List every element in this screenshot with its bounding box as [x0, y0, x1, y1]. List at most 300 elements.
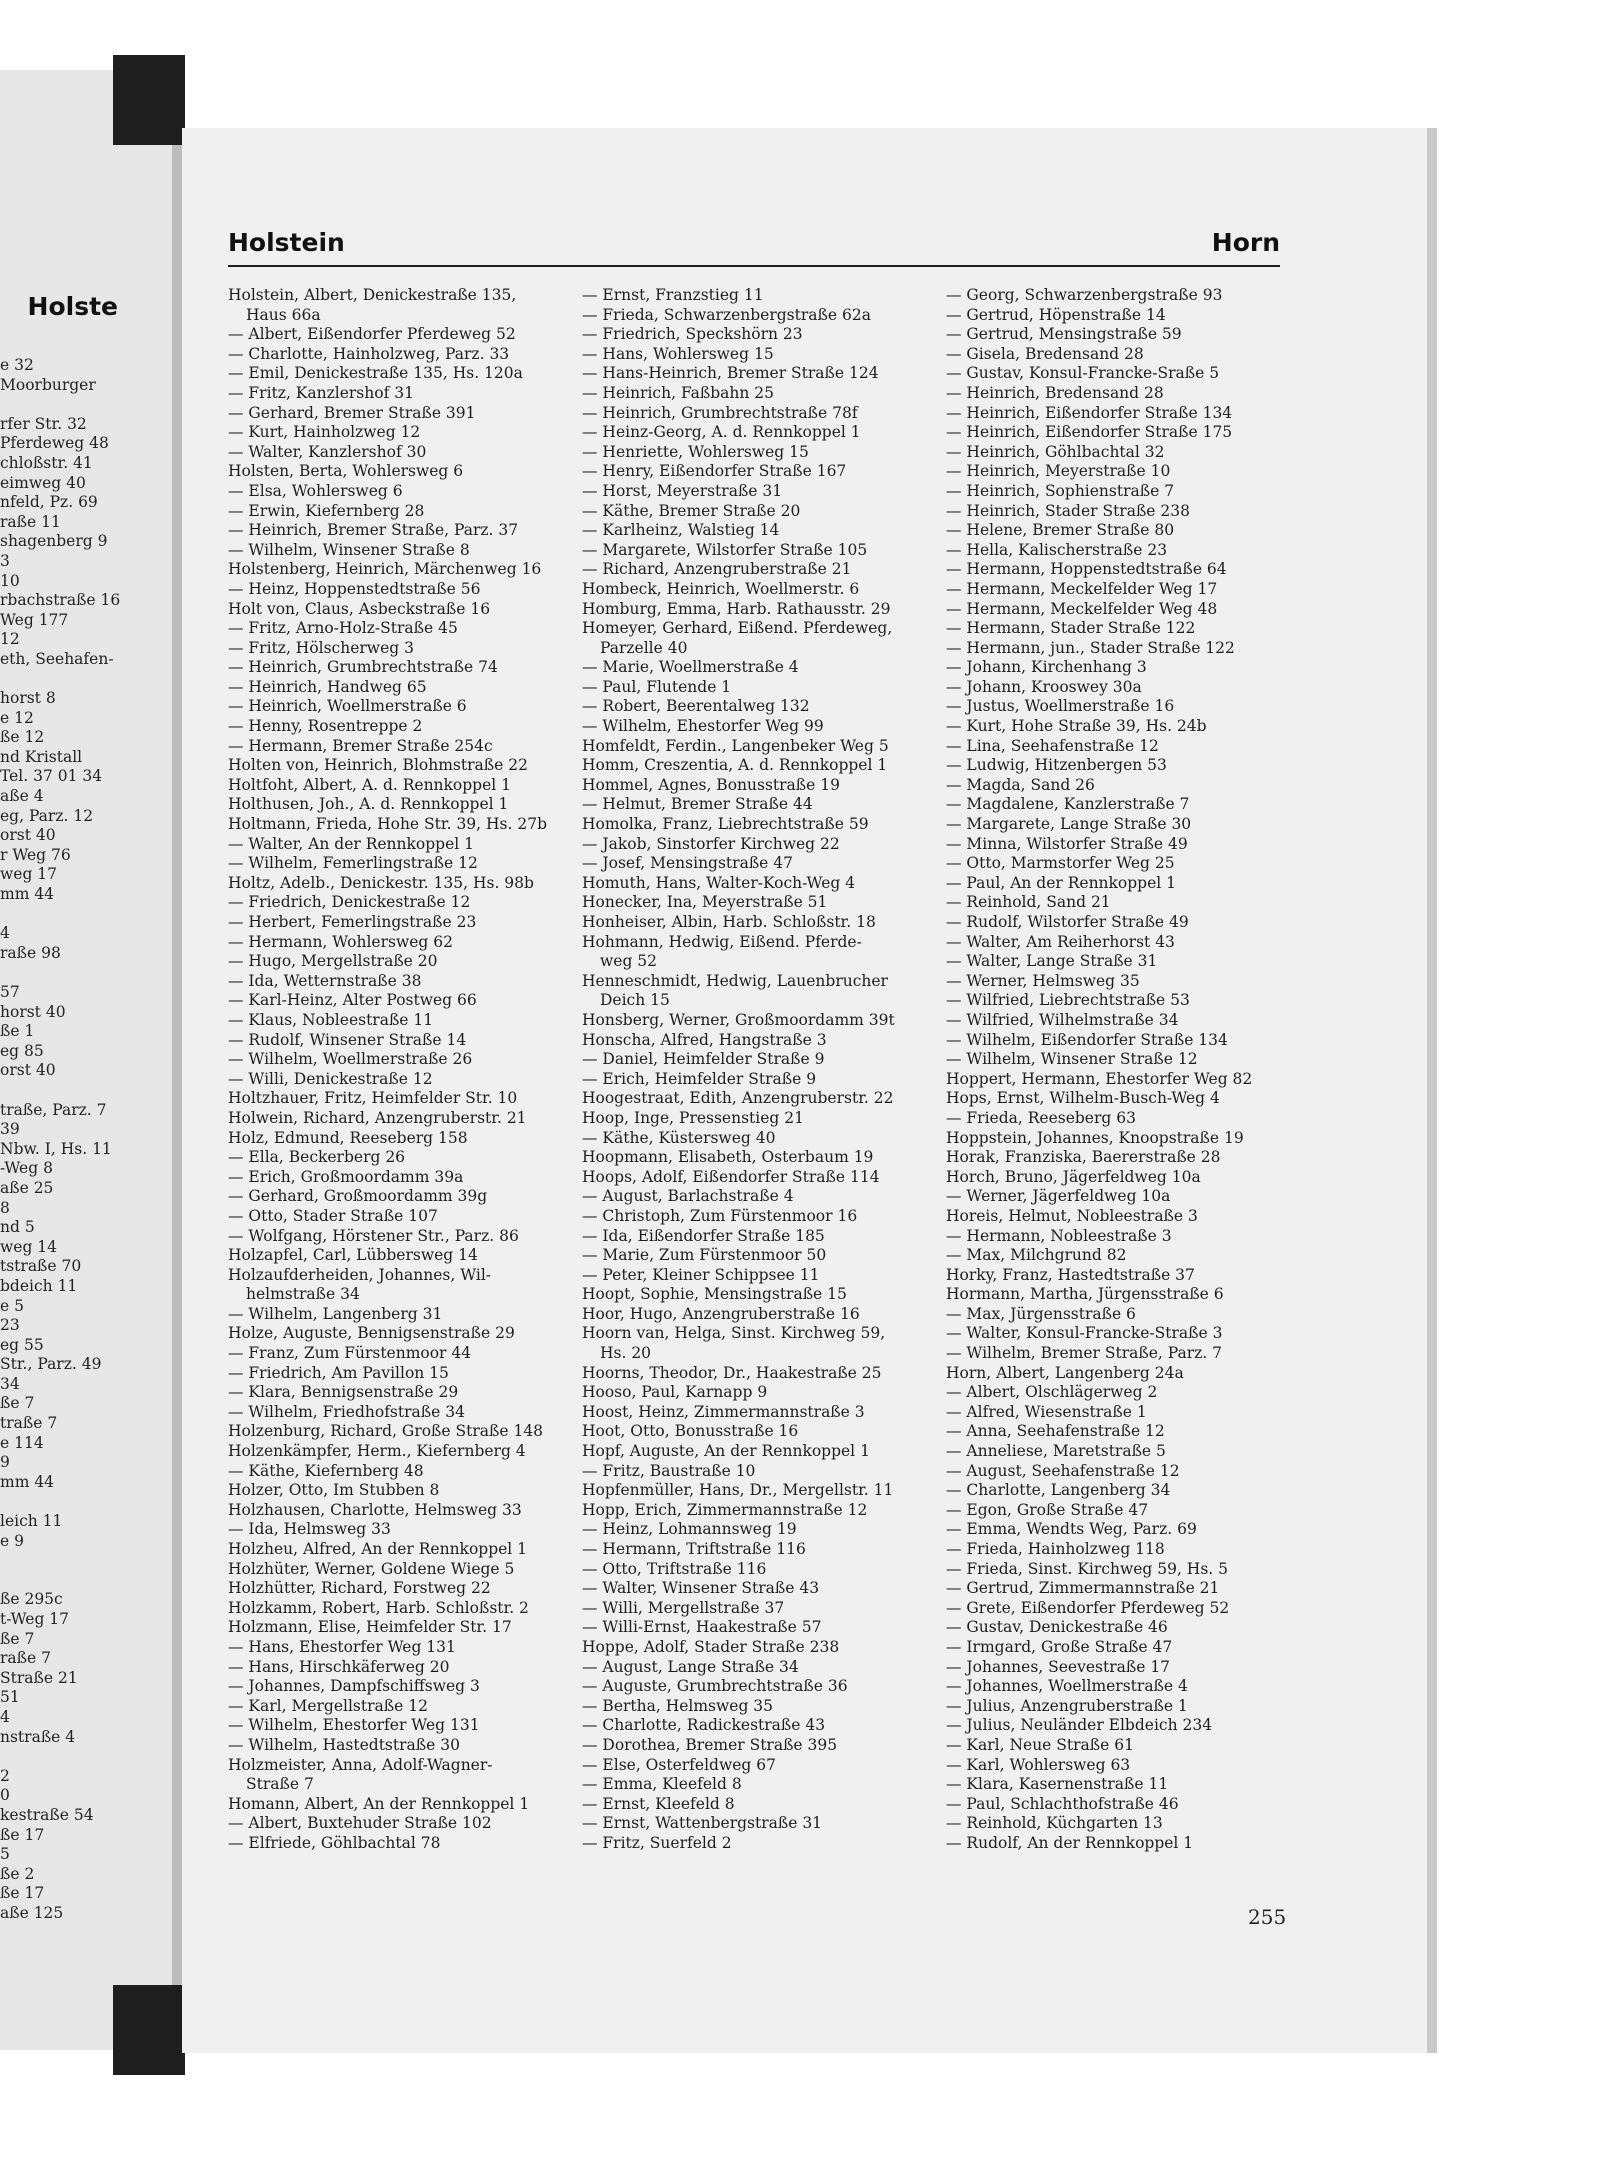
- binding-clip-top: [113, 55, 185, 145]
- left-page-line: 57: [0, 983, 20, 1001]
- directory-entry: — Frieda, Reeseberg 63: [946, 1108, 1136, 1127]
- directory-entry: — Wilhelm, Hastedtstraße 30: [228, 1735, 460, 1754]
- left-page-line: 4: [0, 1707, 10, 1726]
- left-page-line: aße 125: [0, 1903, 64, 1922]
- directory-entry: — Christoph, Zum Fürstenmoor 16: [582, 1206, 858, 1225]
- directory-entry: Hoops, Adolf, Eißendorfer Straße 114: [582, 1167, 880, 1186]
- directory-entry: Holtmann, Frieda, Hohe Str. 39, Hs. 27b: [228, 815, 547, 834]
- directory-entry: — Gertrud, Mensingstraße 59: [946, 325, 1182, 344]
- directory-entry: — Emil, Denickestraße 135, Hs. 120a: [228, 364, 523, 383]
- header-rule: [228, 265, 1280, 267]
- directory-entry: Holzhütter, Richard, Forstweg 22: [228, 1579, 491, 1598]
- directory-entry-continuation: helmstraße 34: [246, 1285, 360, 1304]
- directory-entry: — Henny, Rosentreppe 2: [228, 717, 423, 736]
- directory-entry: — Heinrich, Woellmerstraße 6: [228, 697, 467, 716]
- directory-entry: — Wilhelm, Eißendorfer Straße 134: [946, 1030, 1228, 1049]
- directory-entry: Henneschmidt, Hedwig, Lauenbrucher: [582, 971, 888, 990]
- left-page-line: nfeld, Pz. 69: [0, 493, 98, 512]
- directory-entry: — Rudolf, An der Rennkoppel 1: [946, 1833, 1194, 1852]
- directory-entry: — Paul, Schlachthofstraße 46: [946, 1794, 1179, 1813]
- directory-entry: Holten von, Heinrich, Blohmstraße 22: [228, 756, 528, 775]
- left-page-line: [0, 670, 120, 690]
- directory-entry: — Anneliese, Maretstraße 5: [946, 1442, 1166, 1461]
- directory-entry: — Hermann, Wohlersweg 62: [228, 932, 453, 951]
- left-page-line: [0, 1551, 120, 1571]
- directory-entry: — Willi, Denickestraße 12: [228, 1069, 433, 1088]
- directory-entry: — Heinrich, Sophienstraße 7: [946, 481, 1175, 500]
- directory-entry: — Frieda, Hainholzweg 118: [946, 1540, 1165, 1558]
- left-page-line: ße 1: [0, 1022, 35, 1041]
- directory-entry: — Friedrich, Denickestraße 12: [228, 893, 471, 912]
- directory-entry: — Friedrich, Am Pavillon 15: [228, 1363, 449, 1382]
- left-page-line: leich 11: [0, 1512, 63, 1531]
- directory-entry: — Dorothea, Bremer Straße 395: [582, 1735, 838, 1754]
- directory-entry: — Heinz, Hoppenstedtstraße 56: [228, 579, 481, 598]
- directory-entry: — Heinrich, Stader Straße 238: [946, 501, 1190, 520]
- left-page-line: 34: [0, 1374, 20, 1393]
- left-page-line: Moorburger: [0, 375, 96, 394]
- directory-entry: — Anna, Seehafenstraße 12: [946, 1422, 1165, 1441]
- directory-entry: — Daniel, Heimfelder Straße 9: [582, 1050, 825, 1069]
- directory-entry: Hoor, Hugo, Anzengruberstraße 16: [582, 1304, 860, 1323]
- directory-entry: Holstenberg, Heinrich, Märchenweg 16: [228, 560, 542, 579]
- directory-entry: — Karlheinz, Walstieg 14: [582, 521, 780, 540]
- directory-entry: — Walter, Konsul-Francke-Straße 3: [946, 1324, 1223, 1343]
- left-page-line: 3: [0, 551, 10, 570]
- left-page-line: weg 17: [0, 865, 58, 884]
- directory-entry: — Irmgard, Große Straße 47: [946, 1637, 1173, 1656]
- directory-entry: — Klara, Bennigsenstraße 29: [228, 1383, 459, 1402]
- directory-entry: Homuth, Hans, Walter-Koch-Weg 4: [582, 873, 856, 892]
- directory-entry: — Johannes, Seevestraße 17: [946, 1657, 1171, 1676]
- directory-entry: — Walter, Kanzlershof 30: [228, 442, 427, 461]
- left-page-line: 23: [0, 1316, 20, 1335]
- left-page-line: e 5: [0, 1296, 24, 1315]
- directory-entry: Hopf, Auguste, An der Rennkoppel 1: [582, 1442, 870, 1461]
- directory-entry: — Henriette, Wohlersweg 15: [582, 442, 809, 461]
- directory-entry: — Gertrud, Höpenstraße 14: [946, 305, 1166, 324]
- directory-entry: — Richard, Anzengruberstraße 21: [582, 560, 852, 579]
- binding-clip-bottom: [113, 1985, 185, 2075]
- left-page-line: [0, 1492, 120, 1512]
- directory-entry: — Frieda, Sinst. Kirchweg 59, Hs. 5: [946, 1559, 1228, 1578]
- directory-entry: — August, Seehafenstraße 12: [946, 1461, 1180, 1480]
- directory-entry: — Johann, Kirchenhang 3: [946, 658, 1147, 677]
- directory-entry: — Heinrich, Handweg 65: [228, 677, 427, 696]
- directory-entry: — Margarete, Wilstorfer Straße 105: [582, 540, 868, 559]
- directory-entry: — Ella, Beckerberg 26: [228, 1148, 406, 1167]
- directory-entry: — Gustav, Konsul-Francke-Sraße 5: [946, 364, 1220, 383]
- directory-entry: — Hans, Ehestorfer Weg 131: [228, 1637, 456, 1656]
- left-page-line: [0, 905, 120, 925]
- directory-entry: Homolka, Franz, Liebrechtstraße 59: [582, 815, 869, 834]
- left-page-line: [0, 395, 120, 415]
- header-first-entry: Holstein: [228, 228, 345, 257]
- directory-entry: Hoot, Otto, Bonusstraße 16: [582, 1422, 799, 1441]
- directory-entry: Horky, Franz, Hastedtstraße 37: [946, 1265, 1195, 1284]
- left-page: [0, 70, 172, 2050]
- directory-column-3: [946, 286, 1282, 1854]
- directory-entry: — Karl, Neue Straße 61: [946, 1735, 1134, 1754]
- left-page-line: ße 12: [0, 728, 45, 747]
- directory-entry: Holzhausen, Charlotte, Helmsweg 33: [228, 1500, 522, 1519]
- directory-entry: — Herbert, Femerlingstraße 23: [228, 913, 477, 931]
- directory-entry: — Magdalene, Kanzlerstraße 7: [946, 795, 1190, 814]
- left-page-line: 39: [0, 1120, 20, 1139]
- directory-column-1: [228, 286, 558, 1854]
- directory-entry: — Käthe, Küstersweg 40: [582, 1128, 776, 1147]
- directory-entry: — Walter, Lange Straße 31: [946, 952, 1158, 971]
- directory-entry: — Gertrud, Zimmermannstraße 21: [946, 1579, 1220, 1598]
- directory-entry: — Karl-Heinz, Alter Postweg 66: [228, 991, 477, 1010]
- directory-entry: — Wilhelm, Woellmerstraße 26: [228, 1050, 473, 1069]
- directory-entry: — August, Barlachstraße 4: [582, 1187, 794, 1206]
- directory-entry: — Rudolf, Winsener Straße 14: [228, 1030, 467, 1049]
- directory-entry-continuation: weg 52: [600, 952, 658, 971]
- left-page-line: e 9: [0, 1531, 24, 1550]
- directory-entry: Holtz, Adelb., Denickestr. 135, Hs. 98b: [228, 873, 534, 892]
- left-page-line: e 114: [0, 1433, 44, 1452]
- directory-entry: Hombeck, Heinrich, Woellmerstr. 6: [582, 579, 860, 598]
- left-page-line: -Weg 8: [0, 1159, 53, 1178]
- left-page-line: orst 40: [0, 826, 56, 845]
- directory-entry: — Heinz, Lohmannsweg 19: [582, 1520, 797, 1539]
- left-page-line: weg 14: [0, 1237, 58, 1256]
- directory-entry: Hooso, Paul, Karnapp 9: [582, 1383, 768, 1402]
- directory-entry: — August, Lange Straße 34: [582, 1657, 799, 1676]
- left-page-line: ße 7: [0, 1394, 35, 1413]
- left-page-line: eimweg 40: [0, 473, 86, 492]
- left-page-line: ße 17: [0, 1884, 45, 1903]
- directory-entry: — Wilhelm, Ehestorfer Weg 131: [228, 1716, 480, 1735]
- directory-entry: Homann, Albert, An der Rennkoppel 1: [228, 1794, 530, 1813]
- directory-entry: Homeyer, Gerhard, Eißend. Pferdeweg,: [582, 619, 893, 638]
- directory-entry: — Hermann, Stader Straße 122: [946, 619, 1196, 638]
- left-page-line: t-Weg 17: [0, 1610, 70, 1628]
- left-page-line: eg, Parz. 12: [0, 806, 94, 825]
- directory-entry: — Heinrich, Meyerstraße 10: [946, 462, 1171, 481]
- directory-entry: — Hermann, Meckelfelder Weg 17: [946, 579, 1218, 598]
- directory-entry: — Wilhelm, Friedhofstraße 34: [228, 1402, 465, 1421]
- directory-entry: — Albert, Buxtehuder Straße 102: [228, 1814, 492, 1833]
- directory-entry: — Heinrich, Faßbahn 25: [582, 383, 775, 402]
- directory-entry: — Auguste, Grumbrechtstraße 36: [582, 1677, 848, 1696]
- left-page-line: 4: [0, 924, 10, 943]
- directory-entry: — Karl, Wohlersweg 63: [946, 1755, 1131, 1774]
- left-page-line: [0, 1081, 120, 1101]
- left-page-column: [0, 356, 120, 1924]
- directory-entry: — Gustav, Denickestraße 46: [946, 1618, 1168, 1637]
- directory-entry: Hops, Ernst, Wilhelm-Busch-Weg 4: [946, 1089, 1220, 1108]
- directory-entry: Holze, Auguste, Bennigsenstraße 29: [228, 1324, 515, 1343]
- header-last-entry: Horn: [1211, 228, 1280, 257]
- directory-entry: — Hans, Wohlersweg 15: [582, 344, 774, 363]
- directory-entry: — Charlotte, Langenberg 34: [946, 1481, 1171, 1500]
- directory-entry: — Fritz, Hölscherweg 3: [228, 638, 414, 657]
- directory-entry: Hoost, Heinz, Zimmermannstraße 3: [582, 1402, 865, 1421]
- directory-entry: — Helene, Bremer Straße 80: [946, 521, 1175, 540]
- left-page-line: nstraße 4: [0, 1727, 76, 1746]
- directory-entry: — Bertha, Helmsweg 35: [582, 1696, 774, 1715]
- directory-entry: Horch, Bruno, Jägerfeldweg 10a: [946, 1167, 1201, 1186]
- directory-entry: — Wilhelm, Bremer Straße, Parz. 7: [946, 1344, 1222, 1363]
- directory-entry: — Fritz, Kanzlershof 31: [228, 383, 414, 402]
- directory-entry: Honscha, Alfred, Hangstraße 3: [582, 1030, 827, 1049]
- directory-entry: — Gerhard, Bremer Straße 391: [228, 403, 476, 422]
- left-page-line: r Weg 76: [0, 845, 71, 864]
- left-page-line: kestraße 54: [0, 1805, 94, 1824]
- left-page-line: chloßstr. 41: [0, 453, 93, 472]
- left-page-line: [0, 1571, 120, 1591]
- directory-entry: — Hugo, Mergellstraße 20: [228, 952, 438, 971]
- directory-entry: — Charlotte, Radickestraße 43: [582, 1716, 826, 1735]
- directory-entry: Hoppstein, Johannes, Knoopstraße 19: [946, 1128, 1244, 1147]
- directory-entry: — Erwin, Kiefernberg 28: [228, 501, 425, 520]
- left-page-line: rbachstraße 16: [0, 591, 120, 610]
- directory-entry: — Frieda, Schwarzenbergstraße 62a: [582, 305, 871, 324]
- left-page-line: 5: [0, 1845, 10, 1864]
- directory-entry: — Heinrich, Grumbrechtstraße 74: [228, 658, 498, 677]
- directory-entry: — Werner, Helmsweg 35: [946, 971, 1140, 990]
- directory-entry: — Elfriede, Göhlbachtal 78: [228, 1833, 441, 1852]
- directory-entry: — Heinz-Georg, A. d. Rennkoppel 1: [582, 423, 861, 442]
- left-page-line: 2: [0, 1766, 10, 1785]
- page-edge-shadow: [1427, 128, 1437, 2053]
- directory-entry: — Ernst, Wattenbergstraße 31: [582, 1814, 823, 1833]
- directory-entry: Horn, Albert, Langenberg 24a: [946, 1363, 1184, 1382]
- left-page-line: eg 55: [0, 1335, 44, 1354]
- left-page-line: [0, 1747, 120, 1767]
- left-page-line: e 12: [0, 708, 34, 727]
- directory-entry: — Willi-Ernst, Haakestraße 57: [582, 1618, 822, 1637]
- left-page-line: 12: [0, 630, 20, 649]
- directory-entry: Horak, Franziska, Baererstraße 28: [946, 1148, 1221, 1167]
- page-number: 255: [1248, 1905, 1287, 1929]
- directory-entry: — Robert, Beerentalweg 132: [582, 697, 810, 716]
- left-page-line: Nbw. I, Hs. 11: [0, 1139, 112, 1158]
- directory-entry: — Kurt, Hohe Straße 39, Hs. 24b: [946, 717, 1207, 736]
- left-page-line: ße 7: [0, 1629, 35, 1648]
- directory-entry: — Helmut, Bremer Straße 44: [582, 795, 813, 814]
- directory-entry: — Franz, Zum Fürstenmoor 44: [228, 1344, 472, 1363]
- directory-entry: — Willi, Mergellstraße 37: [582, 1598, 785, 1617]
- left-page-line: raße 11: [0, 512, 61, 531]
- directory-entry: — Wilhelm, Ehestorfer Weg 99: [582, 717, 824, 736]
- directory-entry: Honecker, Ina, Meyerstraße 51: [582, 893, 828, 912]
- directory-entry-continuation: Hs. 20: [600, 1344, 652, 1363]
- directory-entry: — Hella, Kalischerstraße 23: [946, 540, 1168, 559]
- left-page-line: rfer Str. 32: [0, 414, 87, 433]
- left-page-line: 51: [0, 1688, 20, 1707]
- directory-entry: — Hermann, Nobleestraße 3: [946, 1226, 1172, 1245]
- directory-entry: — Otto, Marmstorfer Weg 25: [946, 854, 1175, 873]
- directory-entry: — Wolfgang, Hörstener Str., Parz. 86: [228, 1226, 519, 1245]
- left-page-line: Straße 21: [0, 1668, 78, 1687]
- directory-entry: Holzkamm, Robert, Harb. Schloßstr. 2: [228, 1598, 529, 1617]
- directory-entry: — Emma, Kleefeld 8: [582, 1775, 742, 1794]
- directory-entry: — Fritz, Suerfeld 2: [582, 1833, 732, 1852]
- left-page-line: [0, 963, 120, 983]
- directory-entry: — Johann, Krooswey 30a: [946, 677, 1142, 696]
- directory-entry: — Julius, Anzengruberstraße 1: [946, 1696, 1188, 1715]
- left-page-line: traße 7: [0, 1414, 58, 1433]
- directory-entry: — Heinrich, Eißendorfer Straße 175: [946, 423, 1233, 442]
- directory-entry: — Wilhelm, Femerlingstraße 12: [228, 854, 478, 873]
- directory-entry: — Hans, Hirschkäferweg 20: [228, 1657, 450, 1676]
- directory-entry: Horeis, Helmut, Nobleestraße 3: [946, 1206, 1198, 1225]
- directory-entry: — Hans-Heinrich, Bremer Straße 124: [582, 364, 879, 383]
- directory-entry: Hoppe, Adolf, Stader Straße 238: [582, 1637, 840, 1656]
- directory-entry: Holwein, Richard, Anzengruberstr. 21: [228, 1108, 527, 1127]
- directory-column-2: [582, 286, 922, 1854]
- directory-entry: Hormann, Martha, Jürgensstraße 6: [946, 1285, 1224, 1304]
- directory-entry: — Reinhold, Sand 21: [946, 893, 1111, 912]
- directory-entry: — Marie, Zum Fürstenmoor 50: [582, 1246, 827, 1265]
- directory-entry: Holzenburg, Richard, Große Straße 148: [228, 1422, 544, 1441]
- directory-entry-continuation: Deich 15: [600, 991, 670, 1010]
- directory-entry: — Heinrich, Grumbrechtstraße 78f: [582, 403, 858, 422]
- directory-entry: — Erich, Großmoordamm 39a: [228, 1167, 464, 1186]
- directory-entry: — Wilfried, Wilhelmstraße 34: [946, 1010, 1179, 1029]
- book-gutter: [172, 100, 182, 2040]
- directory-entry: Holzenkämpfer, Herm., Kiefernberg 4: [228, 1442, 526, 1461]
- directory-entry: — Elsa, Wohlersweg 6: [228, 481, 403, 500]
- directory-entry: — Paul, An der Rennkoppel 1: [946, 873, 1177, 892]
- directory-entry: — Klara, Kasernenstraße 11: [946, 1775, 1169, 1794]
- left-page-line: raße 7: [0, 1649, 51, 1668]
- directory-entry: Honsberg, Werner, Großmoordamm 39t: [582, 1010, 895, 1029]
- directory-entry: — Hermann, Bremer Straße 254c: [228, 736, 493, 755]
- directory-entry: — Hermann, Meckelfelder Weg 48: [946, 599, 1218, 618]
- directory-entry: — Johannes, Dampfschiffsweg 3: [228, 1677, 480, 1696]
- directory-entry: — Käthe, Bremer Straße 20: [582, 501, 801, 520]
- left-page-line: Str., Parz. 49: [0, 1355, 102, 1374]
- directory-entry: — Reinhold, Küchgarten 13: [946, 1814, 1163, 1833]
- directory-entry: Holzmann, Elise, Heimfelder Str. 17: [228, 1618, 512, 1637]
- left-page-line: aße 4: [0, 787, 44, 806]
- directory-entry: — Grete, Eißendorfer Pferdeweg 52: [946, 1598, 1230, 1617]
- directory-entry: — Paul, Flutende 1: [582, 677, 732, 696]
- directory-entry: — Max, Jürgensstraße 6: [946, 1304, 1136, 1323]
- directory-entry: — Johannes, Woellmerstraße 4: [946, 1677, 1188, 1696]
- directory-entry-continuation: Parzelle 40: [600, 638, 688, 657]
- directory-entry: — Magda, Sand 26: [946, 775, 1095, 794]
- directory-entry: — Käthe, Kiefernberg 48: [228, 1461, 424, 1480]
- directory-entry: Homfeldt, Ferdin., Langenbeker Weg 5: [582, 736, 889, 755]
- directory-entry: — Ida, Helmsweg 33: [228, 1520, 391, 1539]
- left-page-line: raße 98: [0, 943, 61, 962]
- directory-entry: — Minna, Wilstorfer Straße 49: [946, 834, 1188, 853]
- directory-entry: Holt von, Claus, Asbeckstraße 16: [228, 599, 491, 618]
- directory-entry: — Albert, Eißendorfer Pferdeweg 52: [228, 325, 516, 344]
- directory-entry: Holtfoht, Albert, A. d. Rennkoppel 1: [228, 775, 512, 794]
- directory-entry: Hopp, Erich, Zimmermannstraße 12: [582, 1500, 868, 1519]
- directory-entry: Hoopmann, Elisabeth, Osterbaum 19: [582, 1148, 874, 1167]
- directory-entry: — Charlotte, Hainholzweg, Parz. 33: [228, 344, 510, 363]
- directory-entry: — Heinrich, Eißendorfer Straße 134: [946, 403, 1233, 422]
- left-page-line: ße 17: [0, 1825, 45, 1844]
- left-page-line: bdeich 11: [0, 1276, 78, 1295]
- left-page-line: 8: [0, 1198, 10, 1217]
- directory-entry: Honheiser, Albin, Harb. Schloßstr. 18: [582, 913, 876, 931]
- directory-entry: — Heinrich, Göhlbachtal 32: [946, 442, 1165, 461]
- left-page-line: 10: [0, 571, 20, 590]
- directory-entry: — Peter, Kleiner Schippsee 11: [582, 1265, 820, 1284]
- directory-entry: — Walter, An der Rennkoppel 1: [228, 834, 475, 853]
- directory-entry: — Emma, Wendts Weg, Parz. 69: [946, 1520, 1197, 1539]
- directory-entry: — Ludwig, Hitzenbergen 53: [946, 756, 1167, 775]
- directory-entry: Holzheu, Alfred, An der Rennkoppel 1: [228, 1540, 528, 1558]
- directory-entry: Hoop, Inge, Pressenstieg 21: [582, 1108, 804, 1127]
- directory-entry: — Klaus, Nobleestraße 11: [228, 1010, 434, 1029]
- directory-entry: — Fritz, Baustraße 10: [582, 1461, 756, 1480]
- directory-entry: — Kurt, Hainholzweg 12: [228, 423, 421, 442]
- directory-entry: Holzer, Otto, Im Stubben 8: [228, 1481, 440, 1500]
- directory-entry: — Marie, Woellmerstraße 4: [582, 658, 799, 677]
- directory-entry: Hoogestraat, Edith, Anzengruberstr. 22: [582, 1089, 894, 1108]
- directory-entry: — Julius, Neuländer Elbdeich 234: [946, 1716, 1213, 1735]
- left-page-header: Holste: [27, 292, 118, 321]
- left-page-line: 9: [0, 1453, 10, 1472]
- directory-entry: Holzmeister, Anna, Adolf-Wagner-: [228, 1755, 493, 1774]
- directory-entry: — Wilhelm, Winsener Straße 8: [228, 540, 470, 559]
- left-page-line: ße 295c: [0, 1590, 63, 1609]
- directory-entry: — Albert, Olschlägerweg 2: [946, 1383, 1158, 1402]
- directory-entry: Hommel, Agnes, Bonusstraße 19: [582, 775, 840, 794]
- left-page-line: nd Kristall: [0, 747, 83, 766]
- directory-entry: — Hermann, Triftstraße 116: [582, 1540, 806, 1558]
- directory-entry: — Wilhelm, Winsener Straße 12: [946, 1050, 1198, 1069]
- directory-entry: — Werner, Jägerfeldweg 10a: [946, 1187, 1171, 1206]
- directory-entry: — Heinrich, Bremer Straße, Parz. 37: [228, 521, 519, 540]
- directory-entry: — Ernst, Kleefeld 8: [582, 1794, 735, 1813]
- left-page-line: tstraße 70: [0, 1257, 82, 1276]
- directory-entry: — Josef, Mensingstraße 47: [582, 854, 793, 873]
- directory-entry: — Henry, Eißendorfer Straße 167: [582, 462, 847, 481]
- directory-entry: — Erich, Heimfelder Straße 9: [582, 1069, 817, 1088]
- directory-entry: — Friedrich, Speckshörn 23: [582, 325, 803, 344]
- directory-entry: Hopfenmüller, Hans, Dr., Mergellstr. 11: [582, 1481, 894, 1500]
- directory-entry: Holzapfel, Carl, Lübbersweg 14: [228, 1246, 478, 1265]
- directory-entry: — Wilfried, Liebrechtstraße 53: [946, 991, 1190, 1010]
- directory-entry: — Otto, Triftstraße 116: [582, 1559, 767, 1578]
- directory-entry: — Margarete, Lange Straße 30: [946, 815, 1192, 834]
- left-page-line: eth, Seehafen-: [0, 649, 114, 668]
- directory-entry: Holtzhauer, Fritz, Heimfelder Str. 10: [228, 1089, 518, 1108]
- left-page-line: orst 40: [0, 1061, 56, 1080]
- left-page-line: mm 44: [0, 1472, 55, 1491]
- left-page-line: mm 44: [0, 885, 55, 904]
- directory-entry: — Jakob, Sinstorfer Kirchweg 22: [582, 834, 840, 853]
- directory-entry: Holstein, Albert, Denickestraße 135,: [228, 286, 517, 304]
- directory-entry: Hoorns, Theodor, Dr., Haakestraße 25: [582, 1363, 882, 1382]
- left-page-line: Tel. 37 01 34: [0, 767, 103, 786]
- left-page-line: nd 5: [0, 1218, 35, 1237]
- directory-entry: Hoopt, Sophie, Mensingstraße 15: [582, 1285, 847, 1304]
- directory-entry: — Max, Milchgrund 82: [946, 1246, 1127, 1265]
- directory-entry: — Ida, Eißendorfer Straße 185: [582, 1226, 825, 1245]
- directory-entry: — Karl, Mergellstraße 12: [228, 1696, 428, 1715]
- directory-entry: — Rudolf, Wilstorfer Straße 49: [946, 913, 1189, 931]
- left-page-line: horst 8: [0, 689, 56, 708]
- left-page-line: Weg 177: [0, 610, 69, 629]
- left-page-line: Pferdeweg 48: [0, 434, 109, 453]
- left-page-line: horst 40: [0, 1002, 66, 1021]
- directory-entry: — Hermann, Hoppenstedtstraße 64: [946, 560, 1227, 579]
- left-page-line: ße 2: [0, 1864, 35, 1883]
- directory-entry: — Georg, Schwarzenbergstraße 93: [946, 286, 1223, 304]
- directory-entry: Holthusen, Joh., A. d. Rennkoppel 1: [228, 795, 509, 814]
